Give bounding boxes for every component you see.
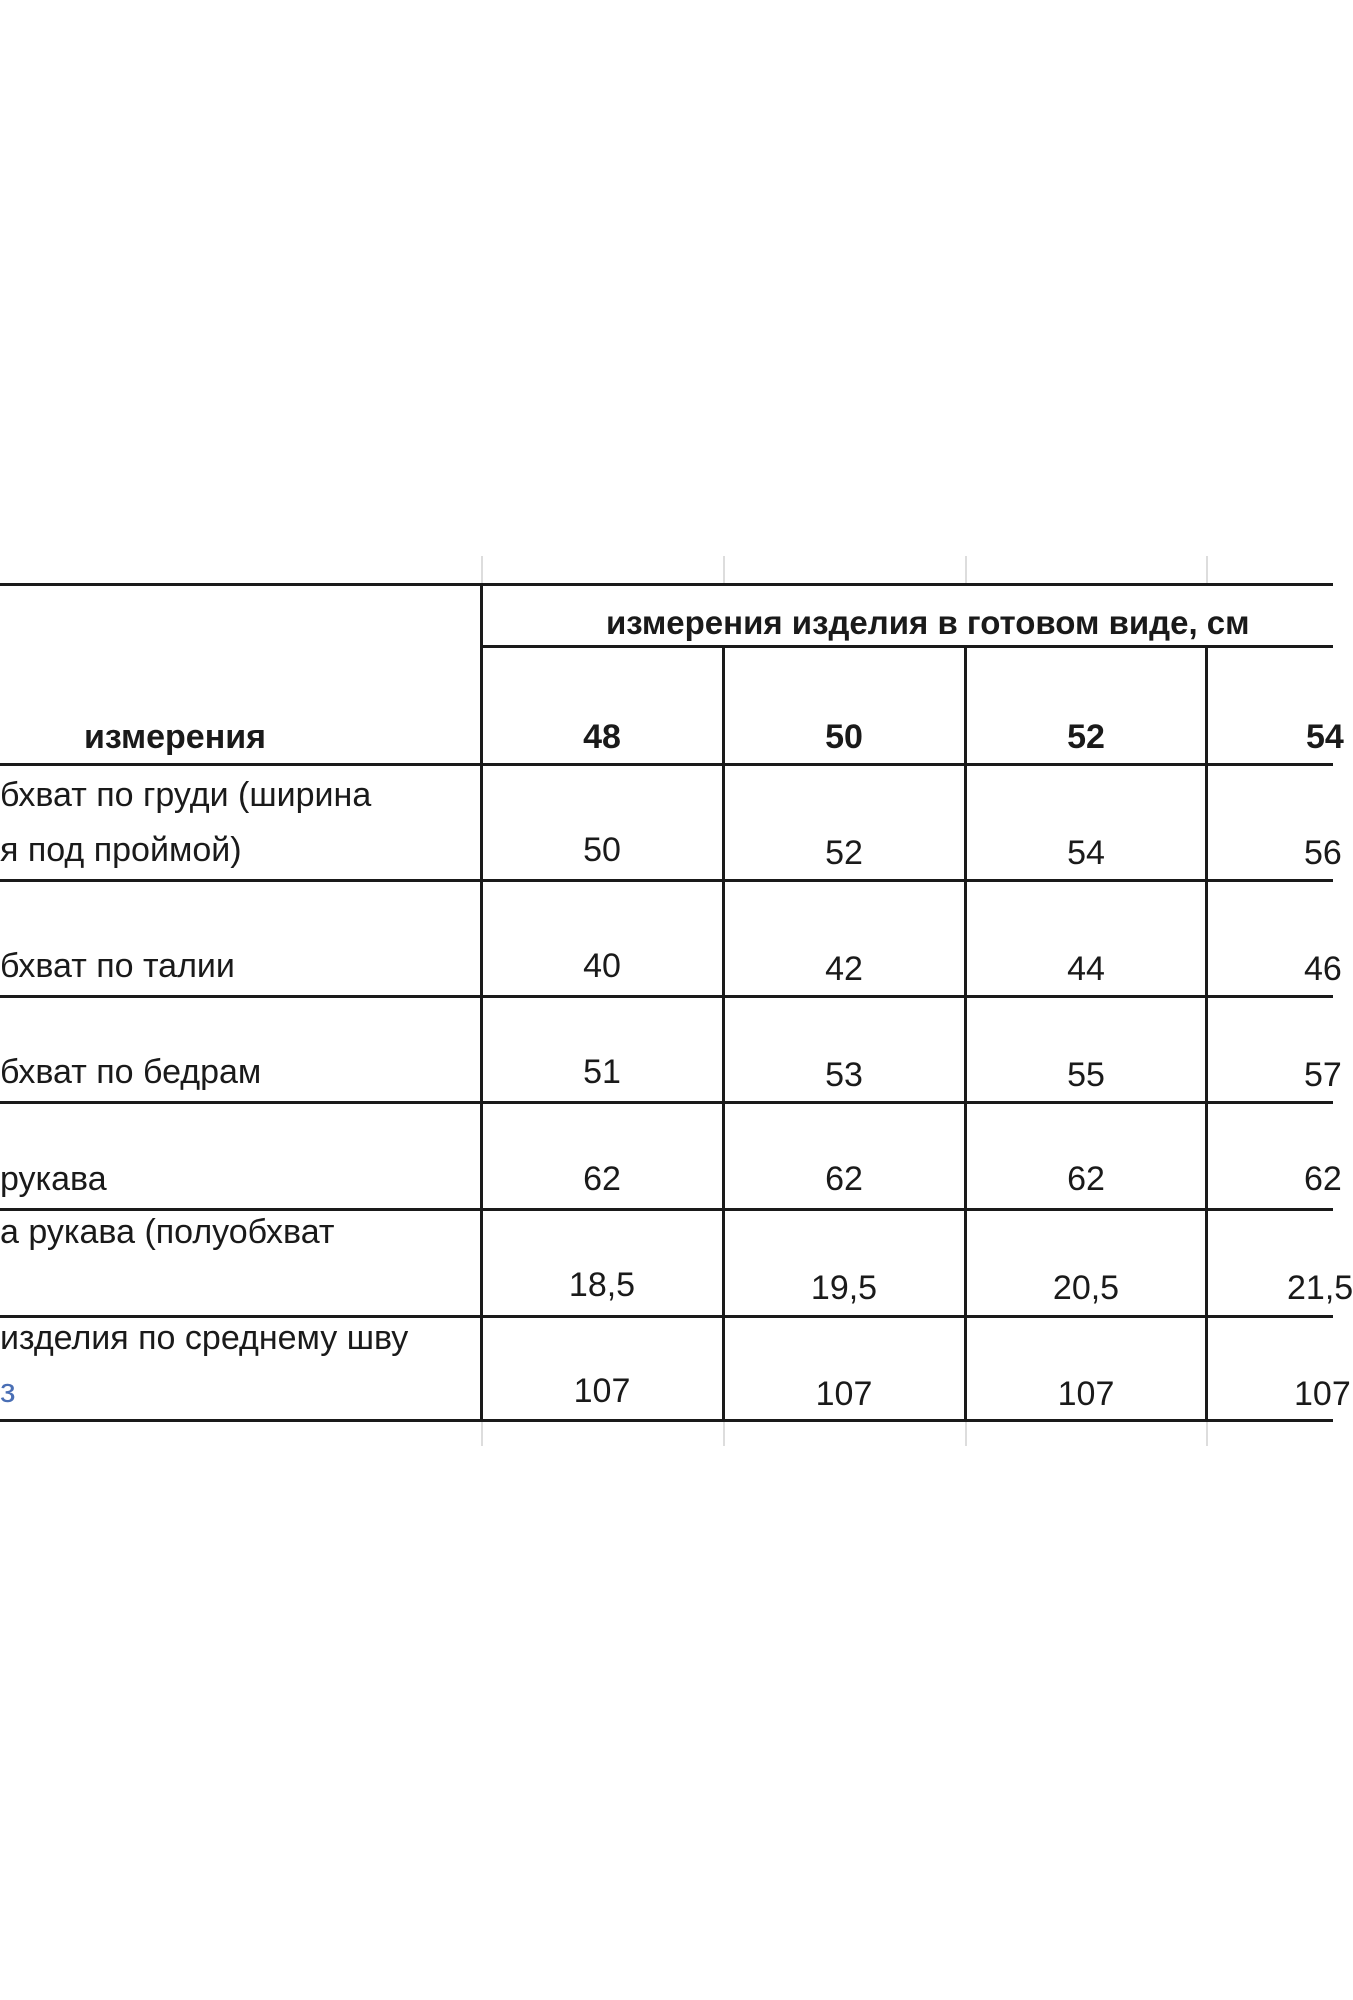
cell-value: 107 [573, 1372, 631, 1410]
row-label: бхват по груди (ширина [0, 776, 372, 814]
gridline [965, 1422, 967, 1446]
gridline [481, 556, 483, 584]
gridline [1206, 1422, 1208, 1446]
row-label: я под проймой) [0, 831, 242, 869]
cell-value: 62 [825, 1160, 863, 1198]
border-col [1205, 645, 1208, 1422]
cell-value: 18,5 [568, 1266, 636, 1304]
cell-value: 107 [815, 1375, 873, 1413]
cell-value: 40 [583, 947, 621, 985]
cell-value: 19,5 [810, 1269, 878, 1307]
size-header: 54 [1306, 718, 1344, 756]
cell-value: 55 [1067, 1056, 1105, 1094]
border-top [0, 583, 1333, 586]
cell-value: 56 [1304, 834, 1342, 872]
cell-value: 52 [825, 834, 863, 872]
group-header: измерения изделия в готовом виде, см [606, 604, 1250, 641]
gridline [481, 1422, 483, 1446]
cell-value: 53 [825, 1056, 863, 1094]
size-header: 50 [825, 718, 863, 756]
cell-value: 107 [1057, 1375, 1115, 1413]
gridline [1206, 556, 1208, 584]
border-row [0, 1315, 1333, 1318]
row-label: рукава [0, 1160, 107, 1198]
cell-value: 57 [1304, 1056, 1342, 1094]
gridline [723, 1422, 725, 1446]
row-label: бхват по бедрам [0, 1053, 262, 1091]
cell-value: 62 [1304, 1160, 1342, 1198]
cell-value: 42 [825, 950, 863, 988]
gridline [965, 556, 967, 584]
cell-value: 46 [1304, 950, 1342, 988]
cell-value: 50 [583, 831, 621, 869]
column-header-measurement: измерения [84, 718, 266, 756]
size-header: 52 [1067, 718, 1105, 756]
border-row [0, 995, 1333, 998]
border-col [964, 645, 967, 1422]
border-row [0, 763, 1333, 766]
cell-value: 54 [1067, 834, 1105, 872]
row-label: бхват по талии [0, 947, 235, 985]
border-row [0, 1101, 1333, 1104]
cell-value: 51 [583, 1053, 621, 1091]
border-row [0, 1208, 1333, 1211]
cell-value: 62 [583, 1160, 621, 1198]
border-col [722, 645, 725, 1422]
border-row [0, 879, 1333, 882]
cell-value: 107 [1294, 1375, 1351, 1413]
cell-value: 44 [1067, 950, 1105, 988]
cell-value: 20,5 [1052, 1269, 1120, 1307]
border-bottom [0, 1419, 1333, 1422]
row-label: а рукава (полуобхват [0, 1213, 335, 1251]
cell-value: 62 [1067, 1160, 1105, 1198]
row-label: изделия по среднему шву [0, 1319, 409, 1357]
cell-value: 21,5 [1287, 1269, 1353, 1307]
row-label: з [0, 1372, 16, 1410]
border-col [480, 583, 483, 1422]
gridline [723, 556, 725, 584]
size-header: 48 [583, 718, 621, 756]
